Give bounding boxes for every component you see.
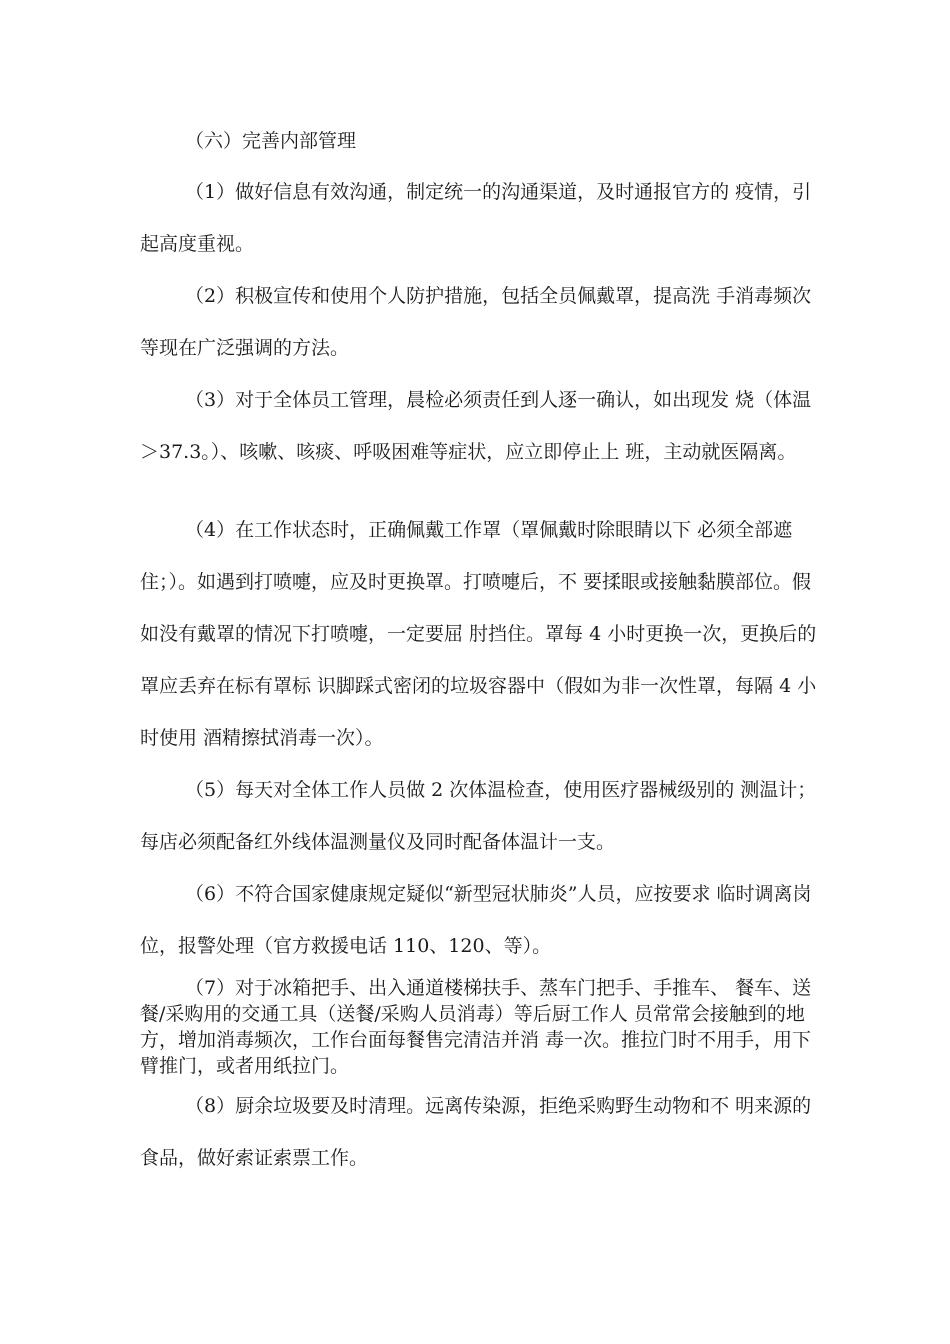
paragraph-7: （7）对于冰箱把手、出入通道楼梯扶手、蒸车门把手、手推车、 餐车、送餐/采购用的交通工具（送餐/采购人员消毒）等后厨工作人 员常常会接触到的地方，增加消毒频次，工作台面每餐售完清洁并消 毒一次。推拉门时不用手，用下臂推门，或者用纸拉门。 <box>140 977 812 1077</box>
paragraph-1: （1）做好信息有效沟通，制定统一的沟通渠道，及时通报官方的 疫情，引起高度重视。 <box>140 181 812 255</box>
paragraph-2: （2）积极宣传和使用个人防护措施，包括全员佩戴罩，提高洗 手消毒频次等现在广泛强调的方法。 <box>140 285 812 359</box>
paragraph-3: （3）对于全体员工管理，晨检必须责任到人逐一确认，如出现发 烧（体温＞37.3。）、咳嗽、咳痰、呼吸困难等症状，应立即停止上 班，主动就医隔离。 <box>140 389 812 463</box>
paragraph-8: （8）厨余垃圾要及时清理。远离传染源，拒绝采购野生动物和不 明来源的食品，做好索证索票工作。 <box>140 1095 812 1169</box>
paragraph-6: （6）不符合国家健康规定疑似“新型冠状肺炎”人员，应按要求 临时调离岗位，报警处理（官方救援电话 110、120、等）。 <box>140 883 812 957</box>
paragraph-5: （5）每天对全体工作人员做 2 次体温检查，使用医疗器械级别的 测温计；每店必须配备红外线体温测量仪及同时配备体温计一支。 <box>140 779 817 853</box>
paragraph-4: （4）在工作状态时，正确佩戴工作罩（罩佩戴时除眼睛以下 必须全部遮住；）。如遇到打喷嚏，应及时更换罩。打喷嚏后，不 要揉眼或接触黏膜部位。假如没有戴罩的情况下打喷嚏，一定要屈 肘挡住。罩每 4 小时更换一次，更换后的罩应丢弃在标有罩标 识脚踩式密闭的垃圾容器中（假如为非一次性罩，每隔 4 小时使用 酒精擦拭消毒一次）。 <box>140 519 817 749</box>
section-heading: （六）完善内部管理 <box>185 130 357 152</box>
